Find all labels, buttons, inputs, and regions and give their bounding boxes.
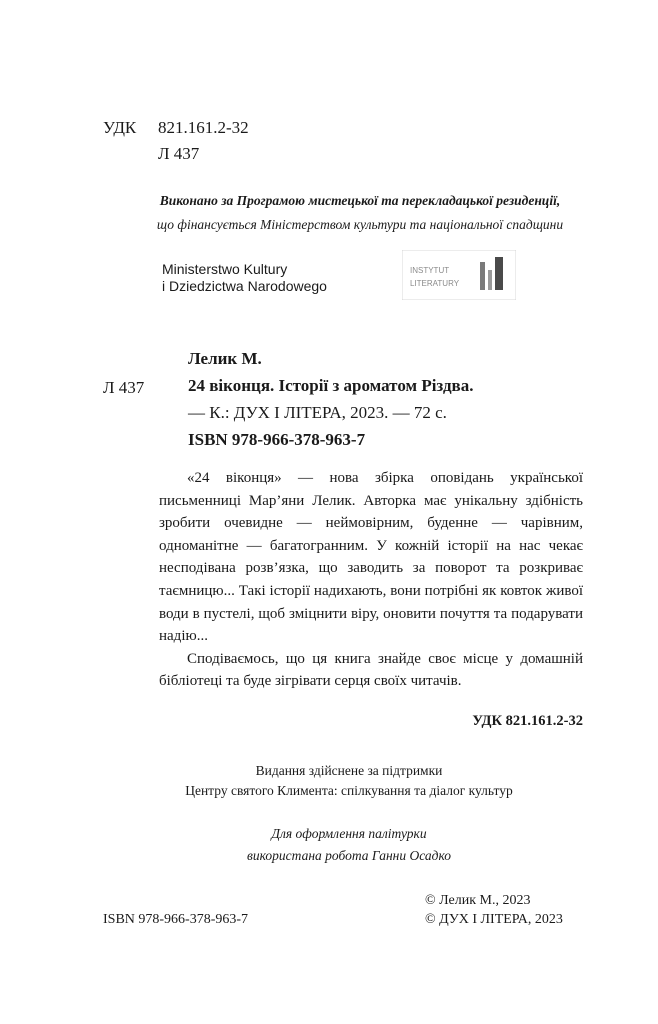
logo-bar xyxy=(488,270,492,290)
ministry-line-1: Ministerstwo Kultury xyxy=(162,261,288,277)
catalog-author: Лелик М. xyxy=(188,349,262,368)
catalog-author-mark: Л 437 xyxy=(103,378,145,397)
logo-bar xyxy=(480,262,485,290)
udk-code: 821.161.2-32 xyxy=(158,118,249,137)
catalog-imprint: — К.: ДУХ І ЛІТЕРА, 2023. — 72 с. xyxy=(188,403,447,422)
support-line-1: Видання здійснене за підтримки xyxy=(255,763,443,778)
instytut-literatury-logo xyxy=(402,250,516,300)
copyright-author: © Лелик М., 2023 xyxy=(425,893,531,908)
annotation-udk: УДК 821.161.2-32 xyxy=(472,713,583,729)
author-mark: Л 437 xyxy=(158,144,200,163)
logo-text-line-2: LITERATURY xyxy=(410,279,460,288)
residency-line-2: що фінансується Міністерством культури та національної спадщини xyxy=(156,217,564,232)
annotation-paragraph-1: «24 віконця» — нова збірка оповідань української письменниці Мар’яни Лелик. Авторка має унікальну здібність зробити очевидне — неймовірним, буденне — чарівним, одноманітне — багатогранним. У кожній історії на нас чекає несподівана розв’язка, що заводить за поворот та розкриває таємницю... Такі історії надихають, вони потрібні як ковток живої води в пустелі, щоб зміцнити віру, оновити почуття та подарувати надію... xyxy=(159,470,583,645)
cover-credit-line-1: Для оформлення палітурки xyxy=(271,826,427,841)
residency-line-1: Виконано за Програмою мистецької та перекладацької резиденції, xyxy=(159,193,561,208)
cover-credit-line-2: використана робота Ганни Осадко xyxy=(247,848,451,863)
catalog-isbn: ISBN 978-966-378-963-7 xyxy=(188,430,366,449)
catalog-title: 24 віконця. Історії з ароматом Різдва. xyxy=(188,376,474,395)
copyright-publisher: © ДУХ І ЛІТЕРА, 2023 xyxy=(425,912,563,927)
udk-label: УДК xyxy=(103,118,137,137)
footer-isbn: ISBN 978-966-378-963-7 xyxy=(103,912,249,927)
logo-text-line-1: INSTYTUT xyxy=(410,266,450,275)
ministry-line-2: i Dziedzictwa Narodowego xyxy=(162,278,327,294)
logo-bar xyxy=(495,257,503,290)
support-line-2: Центру святого Климента: спілкування та діалог культур xyxy=(185,783,513,798)
annotation xyxy=(159,467,583,693)
ministry-logo-text xyxy=(162,261,327,295)
annotation-paragraph-2: Сподіваємось, що ця книга знайде своє місце у домашній бібліотеці та буде зігрівати серця своїх читачів. xyxy=(159,650,583,690)
